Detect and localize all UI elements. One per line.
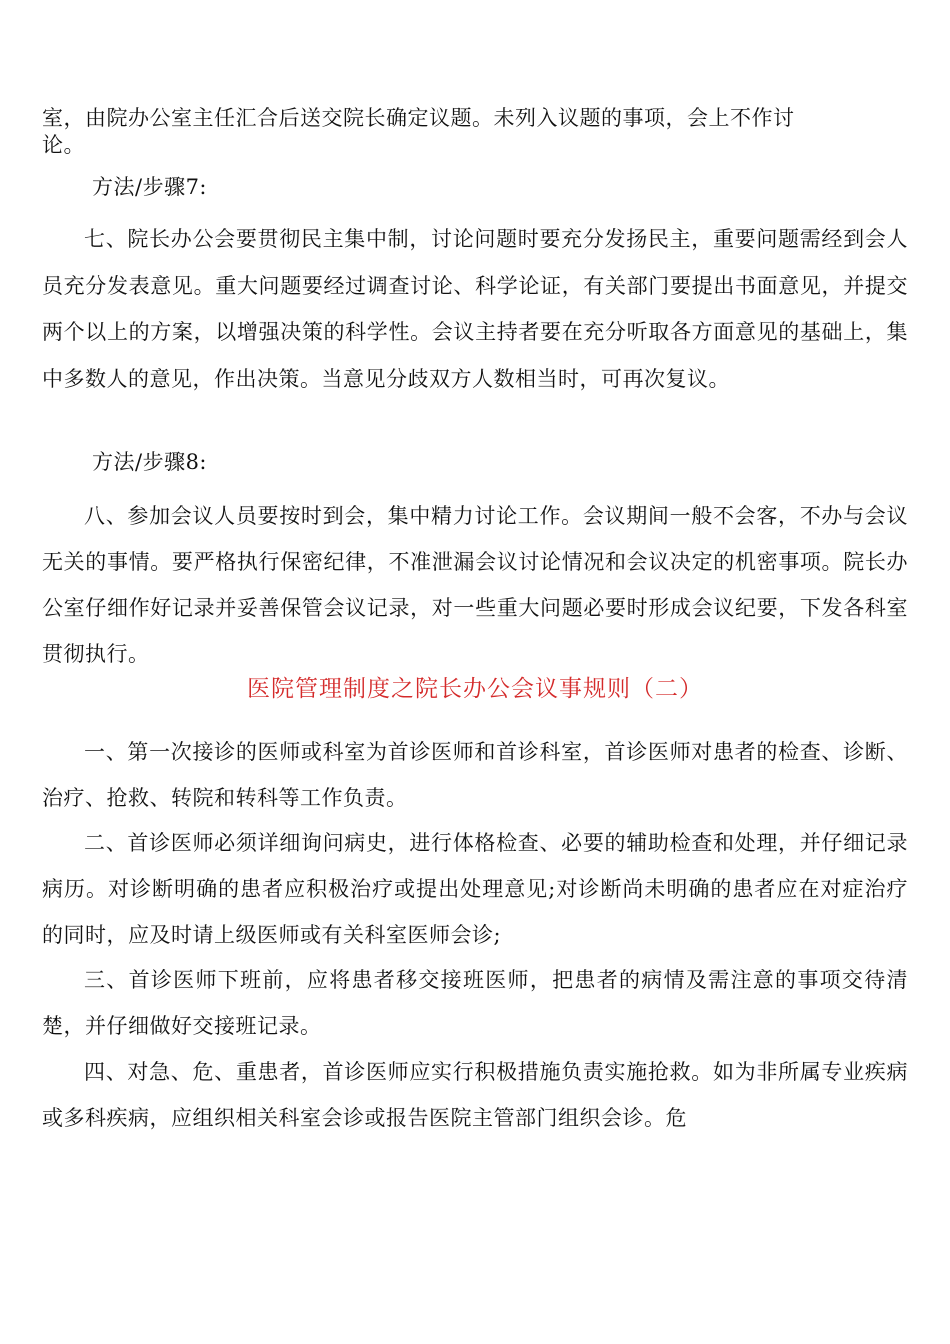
intro-paragraph (42, 105, 908, 159)
rule-b-paragraph: 二、首诊医师必须详细询问病史，进行体格检查、必要的辅助检查和处理，并仔细记录病历。对诊断明确的患者应积极治疗或提出处理意见;对诊断尚未明确的患者应在对症治疗的同时，应及时请上级医师或有关科室医师会诊; (42, 831, 908, 947)
rule-7-paragraph: 七、院长办公会要贯彻民主集中制，讨论问题时要充分发扬民主，重要问题需经到会人员充分发表意见。重大问题要经过调查讨论、科学论证，有关部门要提出书面意见，并提交两个以上的方案，以增强决策的科学性。会议主持者要在充分听取各方面意见的基础上，集中多数人的意见，作出决策。当意见分歧双方人数相当时，可再次复议。 (42, 227, 908, 391)
section-title: 医院管理制度之院长办公会议事规则（二） (247, 676, 703, 702)
intro-line-2: 论。 (42, 133, 85, 157)
intro-line-1: 室，由院办公室主任汇合后送交院长确定议题。未列入议题的事项，会上不作讨 (42, 106, 795, 130)
rule-b-block (42, 820, 908, 958)
rule-8-paragraph: 八、参加会议人员要按时到会，集中精力讨论工作。会议期间一般不会客，不办与会议无关的事情。要严格执行保密纪律，不准泄漏会议讨论情况和会议决定的机密事项。院长办公室仔细作好记录并妥善保管会议记录，对一些重大问题必要时形成会议纪要，下发各科室贯彻执行。 (42, 504, 908, 666)
step-7-label: 方法/步骤7: (92, 175, 208, 199)
rule-c-paragraph: 三、首诊医师下班前，应将患者移交接班医师，把患者的病情及需注意的事项交待清楚，并仔细做好交接班记录。 (42, 968, 908, 1038)
rule-a-block (42, 729, 908, 821)
rule-d-paragraph: 四、对急、危、重患者，首诊医师应实行积极措施负责实施抢救。如为非所属专业疾病或多科疾病，应组织相关科室会诊或报告医院主管部门组织会诊。危 (42, 1060, 908, 1130)
step-7-block (42, 172, 908, 203)
rule-c-block (42, 957, 908, 1049)
step-8-block (42, 447, 908, 478)
rule-8-block (42, 493, 908, 677)
rule-a-paragraph: 一、第一次接诊的医师或科室为首诊医师和首诊科室，首诊医师对患者的检查、诊断、治疗、抢救、转院和转科等工作负责。 (42, 740, 908, 810)
step-8-label: 方法/步骤8: (92, 450, 208, 474)
rule-7-block (42, 216, 908, 402)
rule-d-block (42, 1049, 908, 1141)
